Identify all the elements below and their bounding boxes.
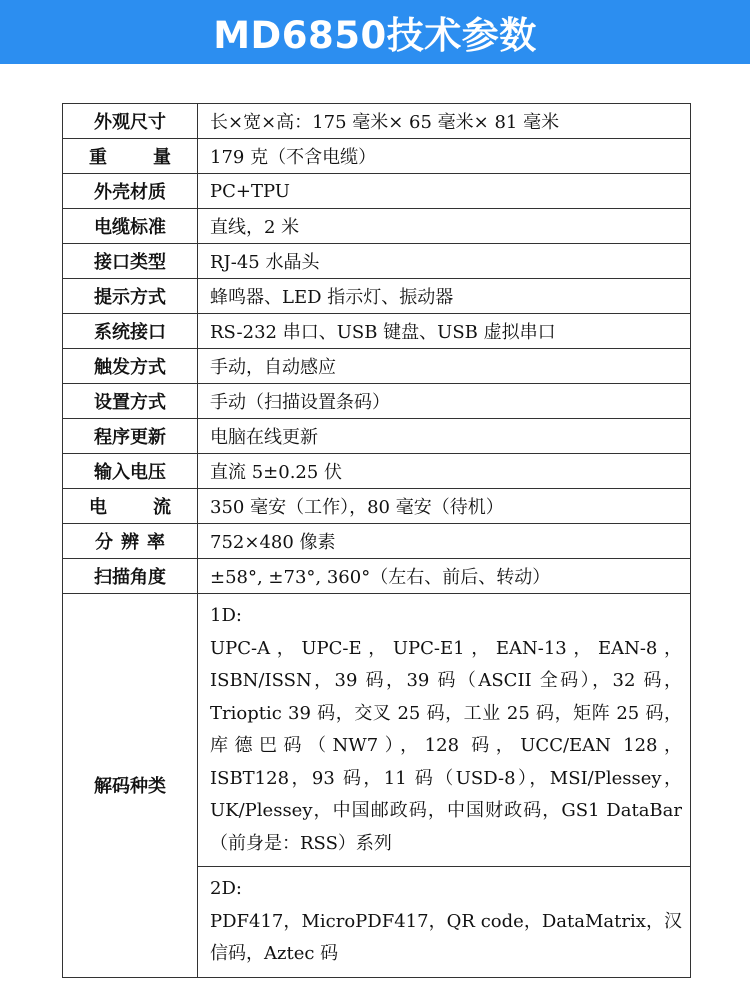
spec-value: 直线，2 米 xyxy=(198,209,691,244)
decode-1d-cell xyxy=(198,594,691,867)
spec-label: 提示方式 xyxy=(63,279,198,314)
spec-value: 电脑在线更新 xyxy=(198,419,691,454)
spec-value: 手动（扫描设置条码） xyxy=(198,384,691,419)
spec-label: 外壳材质 xyxy=(63,174,198,209)
table-row xyxy=(63,454,691,489)
table-row xyxy=(63,244,691,279)
table-row xyxy=(63,209,691,244)
spec-label-decode: 解码种类 xyxy=(63,594,198,978)
spec-value: 蜂鸣器、LED 指示灯、振动器 xyxy=(198,279,691,314)
spec-label: 接口类型 xyxy=(63,244,198,279)
spec-label: 触发方式 xyxy=(63,349,198,384)
decode-2d-cell xyxy=(198,867,691,978)
spec-value: 直流 5±0.25 伏 xyxy=(198,454,691,489)
spec-label: 电缆标准 xyxy=(63,209,198,244)
spec-label: 电 流 xyxy=(63,489,198,524)
spec-label: 设置方式 xyxy=(63,384,198,419)
table-row xyxy=(63,139,691,174)
spec-table xyxy=(62,103,691,978)
spec-value: ±58°, ±73°, 360°（左右、前后、转动） xyxy=(198,559,691,594)
spec-value: 752×480 像素 xyxy=(198,524,691,559)
spec-value: PC+TPU xyxy=(198,174,691,209)
spec-value: RS-232 串口、USB 键盘、USB 虚拟串口 xyxy=(198,314,691,349)
table-row xyxy=(63,279,691,314)
spec-value: 长×宽×高：175 毫米× 65 毫米× 81 毫米 xyxy=(198,104,691,139)
spec-value: 350 毫安（工作），80 毫安（待机） xyxy=(198,489,691,524)
table-row xyxy=(63,489,691,524)
table-row xyxy=(63,349,691,384)
decode-2d-text: PDF417，MicroPDF417，QR code，DataMatrix，汉信码，Aztec 码 xyxy=(210,910,682,964)
table-row-decode-1d xyxy=(63,594,691,867)
page-title: MD6850技术参数 xyxy=(213,14,537,57)
spec-label: 程序更新 xyxy=(63,419,198,454)
table-row xyxy=(63,559,691,594)
table-row xyxy=(63,174,691,209)
spec-label: 重 量 xyxy=(63,139,198,174)
spec-value: RJ-45 水晶头 xyxy=(198,244,691,279)
decode-1d-text: UPC-A，UPC-E，UPC-E1，EAN-13，EAN-8，ISBN/ISSN，39 码，39 码（ASCII 全码），32 码，Trioptic 39 码，交叉 25 码，工业 25 码，矩阵 25 码，库德巴码（NW7），128 码，UCC/EAN 128，ISBT128，93 码，11 码（USD-8），MSI/Plessey，UK/Plessey，中国邮政码，中国财政码，GS1 DataBar（前身是：RSS）系列 xyxy=(210,637,682,854)
spec-value: 179 克（不含电缆） xyxy=(198,139,691,174)
table-row xyxy=(63,524,691,559)
table-row xyxy=(63,104,691,139)
spec-label: 系统接口 xyxy=(63,314,198,349)
table-row xyxy=(63,419,691,454)
decode-2d-heading: 2D: xyxy=(210,878,242,899)
spec-label: 分辨率 xyxy=(63,524,198,559)
spec-label: 扫描角度 xyxy=(63,559,198,594)
decode-1d-heading: 1D: xyxy=(210,605,242,626)
spec-label: 输入电压 xyxy=(63,454,198,489)
title-banner xyxy=(0,0,750,64)
table-row xyxy=(63,384,691,419)
spec-value: 手动，自动感应 xyxy=(198,349,691,384)
table-row xyxy=(63,314,691,349)
spec-label: 外观尺寸 xyxy=(63,104,198,139)
